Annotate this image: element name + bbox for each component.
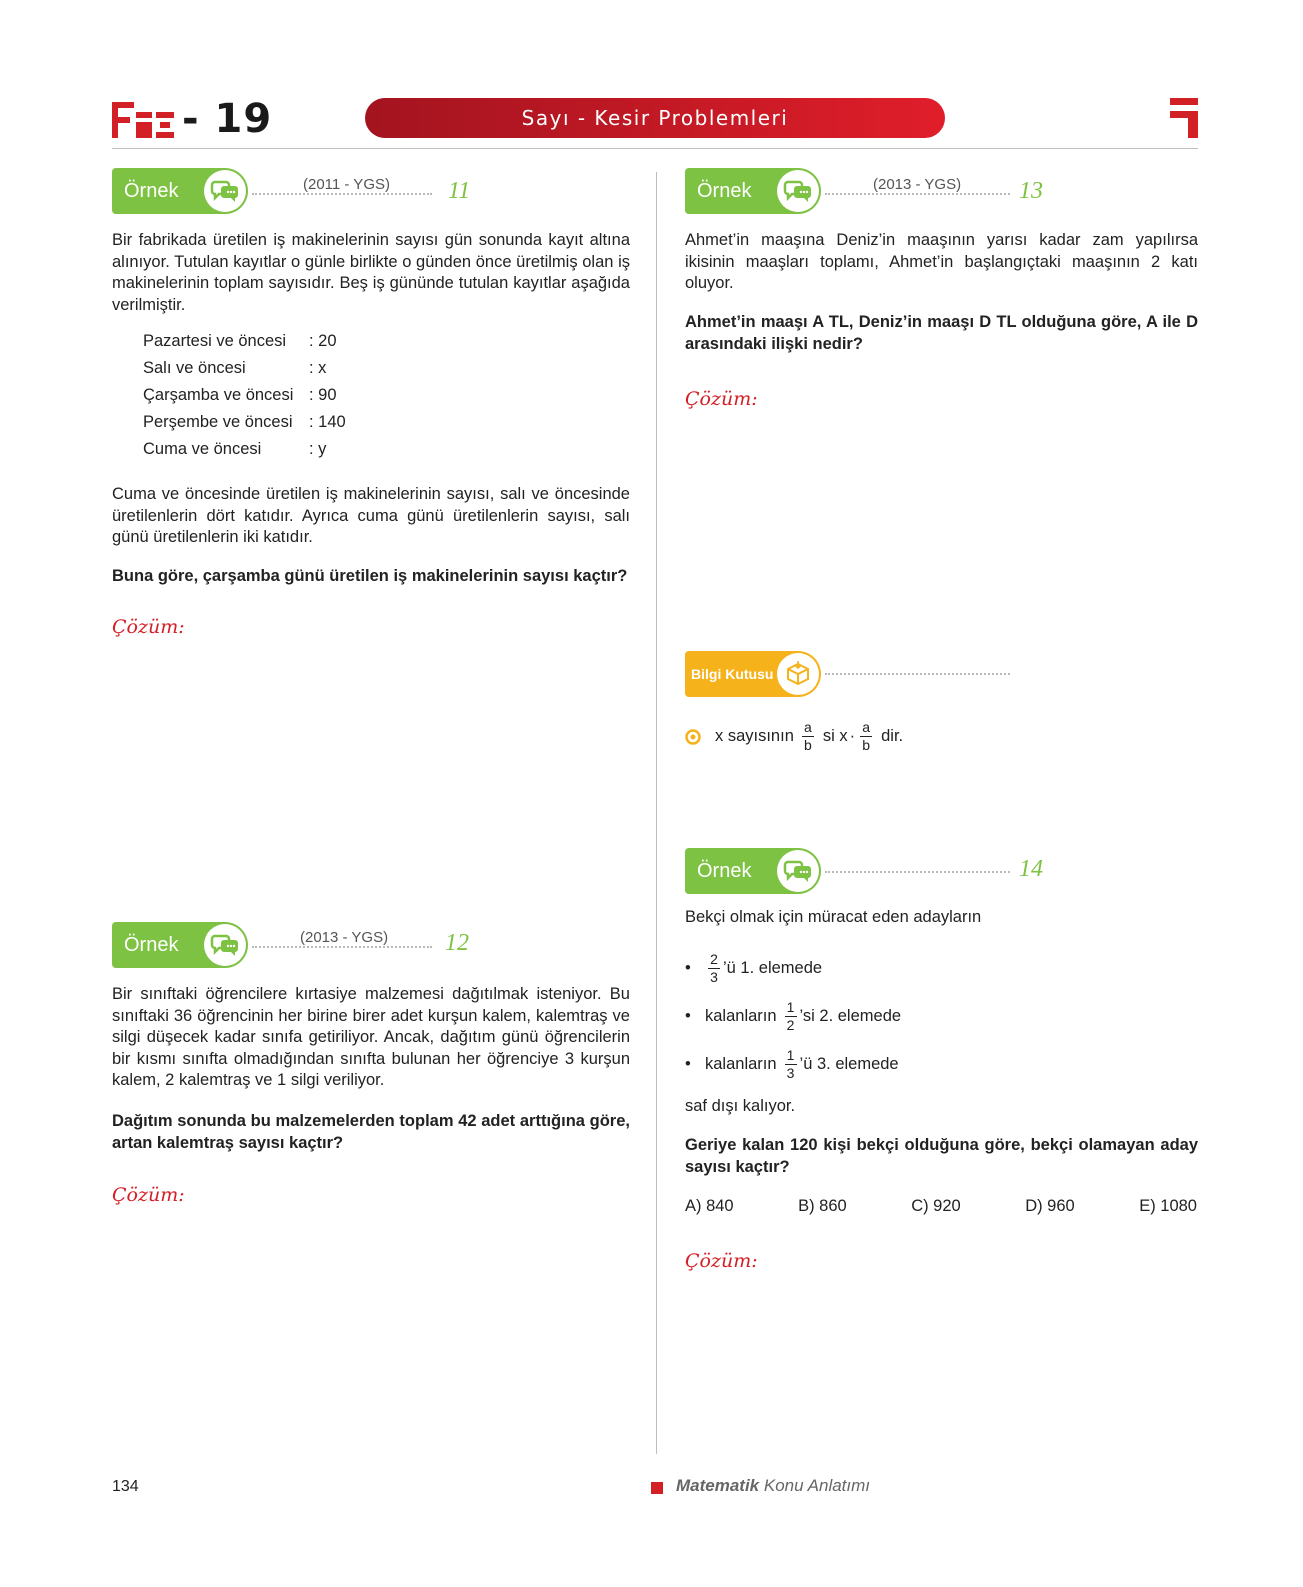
list-item: • kalanların $\frac{1}{3}$ ’ü 3. elemede (685, 1046, 899, 1081)
cozum-label: Çözüm: (112, 1184, 185, 1206)
fraction: $\frac{2}{3}$ (708, 952, 720, 985)
question-text: Bir sınıftaki öğrencilere kırtasiye malzemesi dağıtılmak isteniyor. Bu sınıftaki 36 öğrencinin her birine birer adet kurşun kalem, kalemtraş ve silgi düşecek kadar sınıfa getiriliyor. Ancak, dağıtım günü öğrencilerin bir kısmı sınıfta olmadığından sınıfta bulunan her öğrenciye 3 kurşun kalem, 2 kalemtraş ve 1 silgi veriliyor. (112, 985, 630, 1089)
fraction: $\frac{a}{b}$ (860, 720, 872, 753)
question-number: 14 (1019, 856, 1043, 882)
list-item: Cuma ve öncesi : y (143, 440, 327, 458)
exam-year: (2013 - YGS) (300, 929, 389, 946)
question-number: 12 (445, 930, 469, 956)
ornek-badge-12 (112, 922, 248, 968)
dotted-leader (825, 871, 1010, 873)
question-prompt: Dağıtım sonunda bu malzemelerden toplam 42 adet arttığına göre, artan kalemtraş sayısı kaçtır? (112, 1112, 630, 1152)
option-c[interactable]: C) 920 (911, 1197, 961, 1215)
question-prompt: Ahmet’in maaşı A TL, Deniz’in maaşı D TL olduğuna göre, A ile D arasındaki ilişki nedir? (685, 313, 1198, 353)
dotted-leader (825, 673, 1010, 675)
cozum-label: Çözüm: (112, 616, 185, 638)
exam-year: (2011 - YGS) (303, 176, 390, 193)
ornek-badge-11 (112, 168, 248, 214)
question-text: Ahmet’in maaşına Deniz’in maaşının yarısı kadar zam yapılırsa ikisinin maaşları toplamı, Ahmet’in başlangıçtaki maaşının 2 katı oluyor. (685, 231, 1198, 292)
production-list (143, 332, 443, 467)
chat-bubbles-icon (204, 924, 246, 966)
ornek-label: Örnek (124, 179, 179, 202)
option-b[interactable]: B) 860 (798, 1197, 847, 1215)
box-icon (777, 653, 819, 695)
question-text: Bir fabrikada üretilen iş makinelerinin sayısı gün sonunda kayıt altına alınıyor. Tutulan kayıtlar o günle birlikte o günden önce üretilmiş olan iş makinelerinin toplam sayısıdır. Beş iş gününde tutulan kayıtlar aşağıda verilmiştir. (112, 231, 630, 314)
question-text: Cuma ve öncesinde üretilen iş makinelerinin sayısı, salı ve öncesinde üretilenlerin dört katıdır. Ayrıca cuma günü üretilenlerin sayısı, salı günü üretilenlerin iki katıdır. (112, 485, 630, 546)
dotted-leader (825, 193, 1010, 195)
bilgi-kutusu-label: Bilgi Kutusu (691, 666, 774, 682)
ornek-badge-14 (685, 848, 821, 894)
ornek-label: Örnek (697, 859, 752, 882)
chat-bubbles-icon (204, 170, 246, 212)
question-text: Bekçi olmak için müracat eden adayların (685, 908, 982, 926)
list-item: • $\frac{2}{3}$ ’ü 1. elemede (685, 950, 823, 985)
question-number: 11 (448, 178, 471, 204)
question-prompt: Buna göre, çarşamba günü üretilen iş makinelerinin sayısı kaçtır? (112, 567, 628, 585)
corner-logo-icon (1170, 98, 1198, 138)
chat-bubbles-icon (777, 850, 819, 892)
bilgi-kutusu-badge (685, 651, 821, 697)
cozum-label: Çözüm: (685, 1250, 758, 1272)
ornek-label: Örnek (124, 933, 179, 956)
page-number: 134 (112, 1478, 139, 1495)
faz-logo (112, 102, 176, 138)
list-item: • kalanların $\frac{1}{2}$ ’si 2. elemede (685, 998, 902, 1033)
question-prompt: Geriye kalan 120 kişi bekçi olduğuna göre, bekçi olamayan aday sayısı kaçtır? (685, 1136, 1198, 1176)
cozum-label: Çözüm: (685, 388, 758, 410)
column-divider (656, 172, 657, 1454)
book-title: Matematik Konu Anlatımı (676, 1476, 871, 1495)
footer-square-icon (651, 1482, 663, 1494)
page-title: Sayı - Kesir Problemleri (365, 98, 945, 138)
option-d[interactable]: D) 960 (1025, 1197, 1075, 1215)
bilgi-rule: x sayısının $\frac{a}{b}$ si x · $\frac{a}{b}$ dir. (685, 720, 903, 753)
fraction: $\frac{1}{3}$ (785, 1048, 797, 1081)
series-number: - 19 (182, 96, 273, 142)
target-bullet-icon (685, 729, 701, 745)
fraction: $\frac{a}{b}$ (802, 720, 814, 753)
chat-bubbles-icon (777, 170, 819, 212)
dotted-leader (252, 193, 432, 195)
option-a[interactable]: A) 840 (685, 1197, 734, 1215)
exam-year: (2013 - YGS) (873, 176, 962, 193)
elimination-list (685, 944, 1198, 1088)
list-item: Salı ve öncesi : x (143, 359, 327, 377)
question-text: saf dışı kalıyor. (685, 1097, 796, 1115)
question-number: 13 (1019, 178, 1043, 204)
option-e[interactable]: E) 1080 (1139, 1197, 1197, 1215)
list-item: Perşembe ve öncesi : 140 (143, 413, 346, 431)
answer-options (685, 1197, 1197, 1216)
ornek-label: Örnek (697, 179, 752, 202)
list-item: Pazartesi ve öncesi : 20 (143, 332, 337, 350)
dotted-leader (252, 946, 432, 948)
list-item: Çarşamba ve öncesi : 90 (143, 386, 337, 404)
ornek-badge-13 (685, 168, 821, 214)
fraction: $\frac{1}{2}$ (785, 1000, 797, 1033)
header-divider (112, 148, 1198, 149)
